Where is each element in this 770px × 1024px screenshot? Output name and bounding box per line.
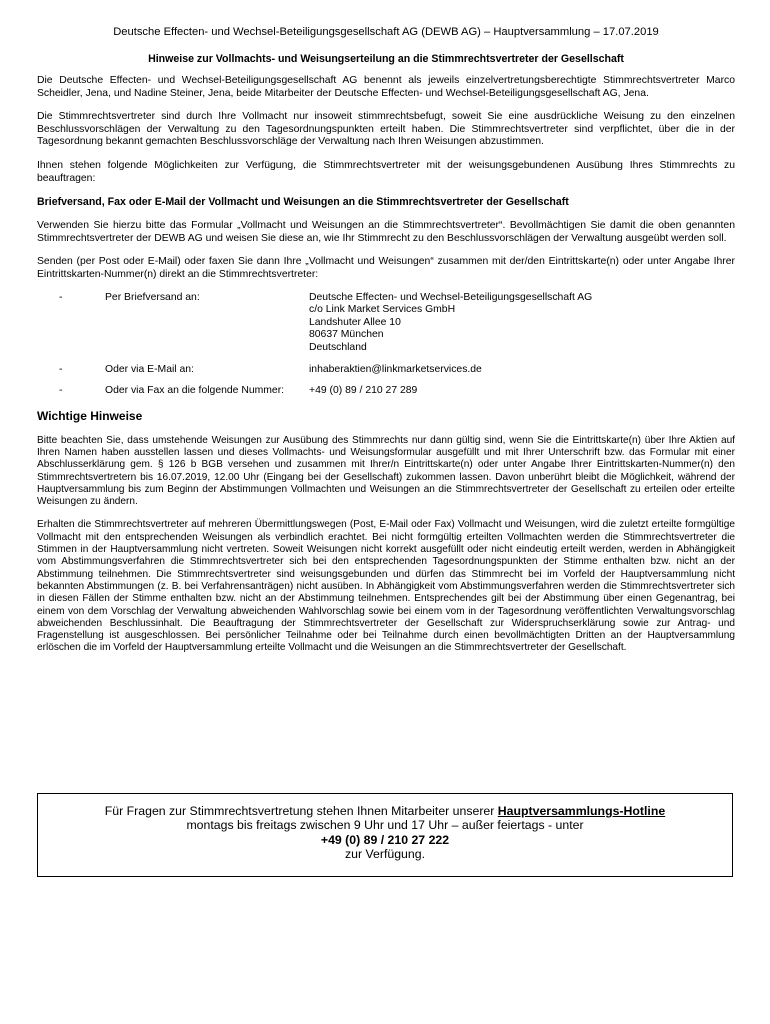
contact-row-email [37,364,735,386]
contact-label-post: Per Briefversand an: [105,291,200,303]
address-line: Deutsche Effecten- und Wechsel-Beteiligungsgesellschaft AG [309,291,593,303]
hotline-closing: zur Verfügung. [345,846,425,861]
contact-label-fax: Oder via Fax an die folgende Nummer: [105,385,285,397]
contact-fax-number: +49 (0) 89 / 210 27 289 [309,385,418,397]
hotline-lead-text: Für Fragen zur Stimmrechtsvertretung stehen Ihnen Mitarbeiter unserer [104,804,498,818]
bullet-dash: - [59,291,63,303]
contact-table [37,292,735,407]
address-line: Deutschland [309,341,367,353]
method-paragraph-send: Senden (per Post oder E-Mail) oder faxen Sie dann Ihre „Vollmacht und Weisungen“ zusammen mit der/den Eintrittskarte(n) oder unter Angabe Ihrer Eintrittskarten-Nummer(n) direkt an die Stimmrechtsvertreter: [37,256,735,280]
contact-row-post [37,292,735,364]
bullet-dash: - [59,385,63,397]
hotline-box [37,793,733,877]
document-page [37,0,735,655]
contact-label-email: Oder via E-Mail an: [105,363,194,375]
hotline-label: Hauptversammlungs-Hotline [497,804,666,818]
notes-paragraph-validity: Bitte beachten Sie, dass umstehende Weisungen zur Ausübung des Stimmrechts nur dann gültig sind, wenn Sie die Eintrittskarte(n) über Ihre Aktien auf Ihren Namen haben ausstellen lassen und dieses Vollmachts- und Weisungsformular ausgefüllt und mit Ihrer Unterschrift bzw. das Formular mit einer Abschlusserklärung gem. § 126 b BGB versehen und zusammen mit Ihrer/n Eintrittskarte(n) oder unter Angabe Ihrer Eintrittskarten-Nummer(n) den Stimmrechtsvertretern bis 16.07.2019, 12.00 Uhr (Eingang bei der Gesellschaft) zukommen lassen. Davon unberührt bleibt die Möglichkeit, während der Hauptversammlung bis zum Beginn der Abstimmungen Vollmachten und Weisungen an die Stimmrechtsvertreter der Gesellschaft zu erteilen oder erteilte Weisungen zu ändern. [37,434,735,508]
hotline-phone: +49 (0) 89 / 210 27 222 [320,832,450,847]
method-heading: Briefversand, Fax oder E-Mail der Vollmacht und Weisungen an die Stimmrechtsvertreter der Gesellschaft [37,196,569,209]
hotline-hours: montags bis freitags zwischen 9 Uhr und 17 Uhr – außer feiertags - unter [186,818,584,833]
document-header: Deutsche Effecten- und Wechsel-Beteiligungsgesellschaft AG (DEWB AG) – Hauptversammlung – 17.07.2019 [113,26,659,38]
address-line: c/o Link Market Services GmbH [309,304,456,316]
address-line: 80637 München [309,329,384,341]
contact-row-fax [37,385,735,407]
method-paragraph-form: Verwenden Sie hierzu bitte das Formular „Vollmacht und Weisungen an die Stimmrechtsvertreter“. Bevollmächtigen Sie damit die oben genannten Stimmrechtsvertreter der DEWB AG und weisen Sie diese an, wie Ihr Stimmrecht zu den Beschlussvorschlägen der Verwaltung ausgeübt werden soll. [37,220,735,244]
bullet-dash: - [59,363,63,375]
notes-paragraph-procedure: Erhalten die Stimmrechtsvertreter auf mehreren Übermittlungswegen (Post, E-Mail oder Fax) Vollmacht und Weisungen, wird die zuletzt erteilte formgültige Vollmacht mit den entsprechenden Weisungen als verbindlich erachtet. Bei nicht formgültig erteilten Vollmachten werden die Stimmrechtsvertreter die Stimmen in der Hauptversammlung nicht vertreten. Soweit Weisungen nicht korrekt ausgefüllt oder nicht eindeutig erteilt werden, werden in Abhängigkeit vom Abstimmungsverfahren die Stimmrechtsvertreter sich bei den entsprechenden Tagesordnungspunkten der Stimme enthalten bzw. nicht an der Abstimmung teilnehmen. Die Stimmrechtsvertreter sind weisungsgebunden und dürfen das Stimmrecht bei im Vorfeld der Hauptversammlung nicht bekannten Abstimmungen (z. B. bei Verfahrensanträgen) nicht ausüben. In Abhängigkeit vom Abstimmungsverfahren werden die Stimmrechtsvertreter sich in diesen Fällen der Stimme enthalten bzw. nicht an der Abstimmung teilnehmen. Entsprechendes gilt bei der Abstimmung über einen Gegenantrag, bei einem von dem Vorschlag der Verwaltung abweichenden Wahlvorschlag sowie bei einem vom in der Tagesordnung veröffentlichten Verwaltungsvorschlag abweichenden Beschlussinhalt. Die Beauftragung der Stimmrechtsvertreter der Gesellschaft zur Widerspruchserklärung sowie zur Antrag- und Fragenstellung ist ausgeschlossen. Bei persönlicher Teilnahme oder bei Teilnahme durch einen bevollmächtigten Dritten an der Hauptversammlung erlöschen die im Vorfeld der Hauptversammlung erteilte Vollmacht und die Weisungen an die Stimmrechtsvertreter der Gesellschaft. [37,519,735,654]
important-notes-heading: Wichtige Hinweise [37,408,143,423]
intro-paragraph-authority: Die Stimmrechtsvertreter sind durch Ihre Vollmacht nur insoweit stimmrechtsbefugt, soweit Sie eine ausdrückliche Weisung zu den einzelnen Beschlussvorschlägen der Verwaltung zu den Tagesordnungspunkten erteilt haben. Die Stimmrechtsvertreter sind verpflichtet, über die in der Tagesordnung bekannt gemachten Beschlussvorschläge der Verwaltung nach Ihren Weisungen abzustimmen. [37,111,735,148]
contact-email-address[interactable]: inhaberaktien@linkmarketservices.de [309,363,482,375]
postal-address [309,292,735,364]
intro-paragraph-proxies: Die Deutsche Effecten- und Wechsel-Beteiligungsgesellschaft AG benennt als jeweils einzelvertretungsberechtigte Stimmrechtsvertreter Marco Scheidler, Jena, und Nadine Steiner, Jena, beide Mitarbeiter der Deutsche Effecten- und Wechsel-Beteiligungsgesellschaft AG, Jena. [37,75,735,99]
intro-paragraph-options: Ihnen stehen folgende Möglichkeiten zur Verfügung, die Stimmrechtsvertreter mit der weisungsgebundenen Ausübung Ihres Stimmrechts zu beauftragen: [37,159,735,184]
hotline-first-line [38,804,732,818]
document-title: Hinweise zur Vollmachts- und Weisungserteilung an die Stimmrechtsvertreter der Gesellschaft [148,53,624,65]
address-line: Landshuter Allee 10 [309,316,401,328]
